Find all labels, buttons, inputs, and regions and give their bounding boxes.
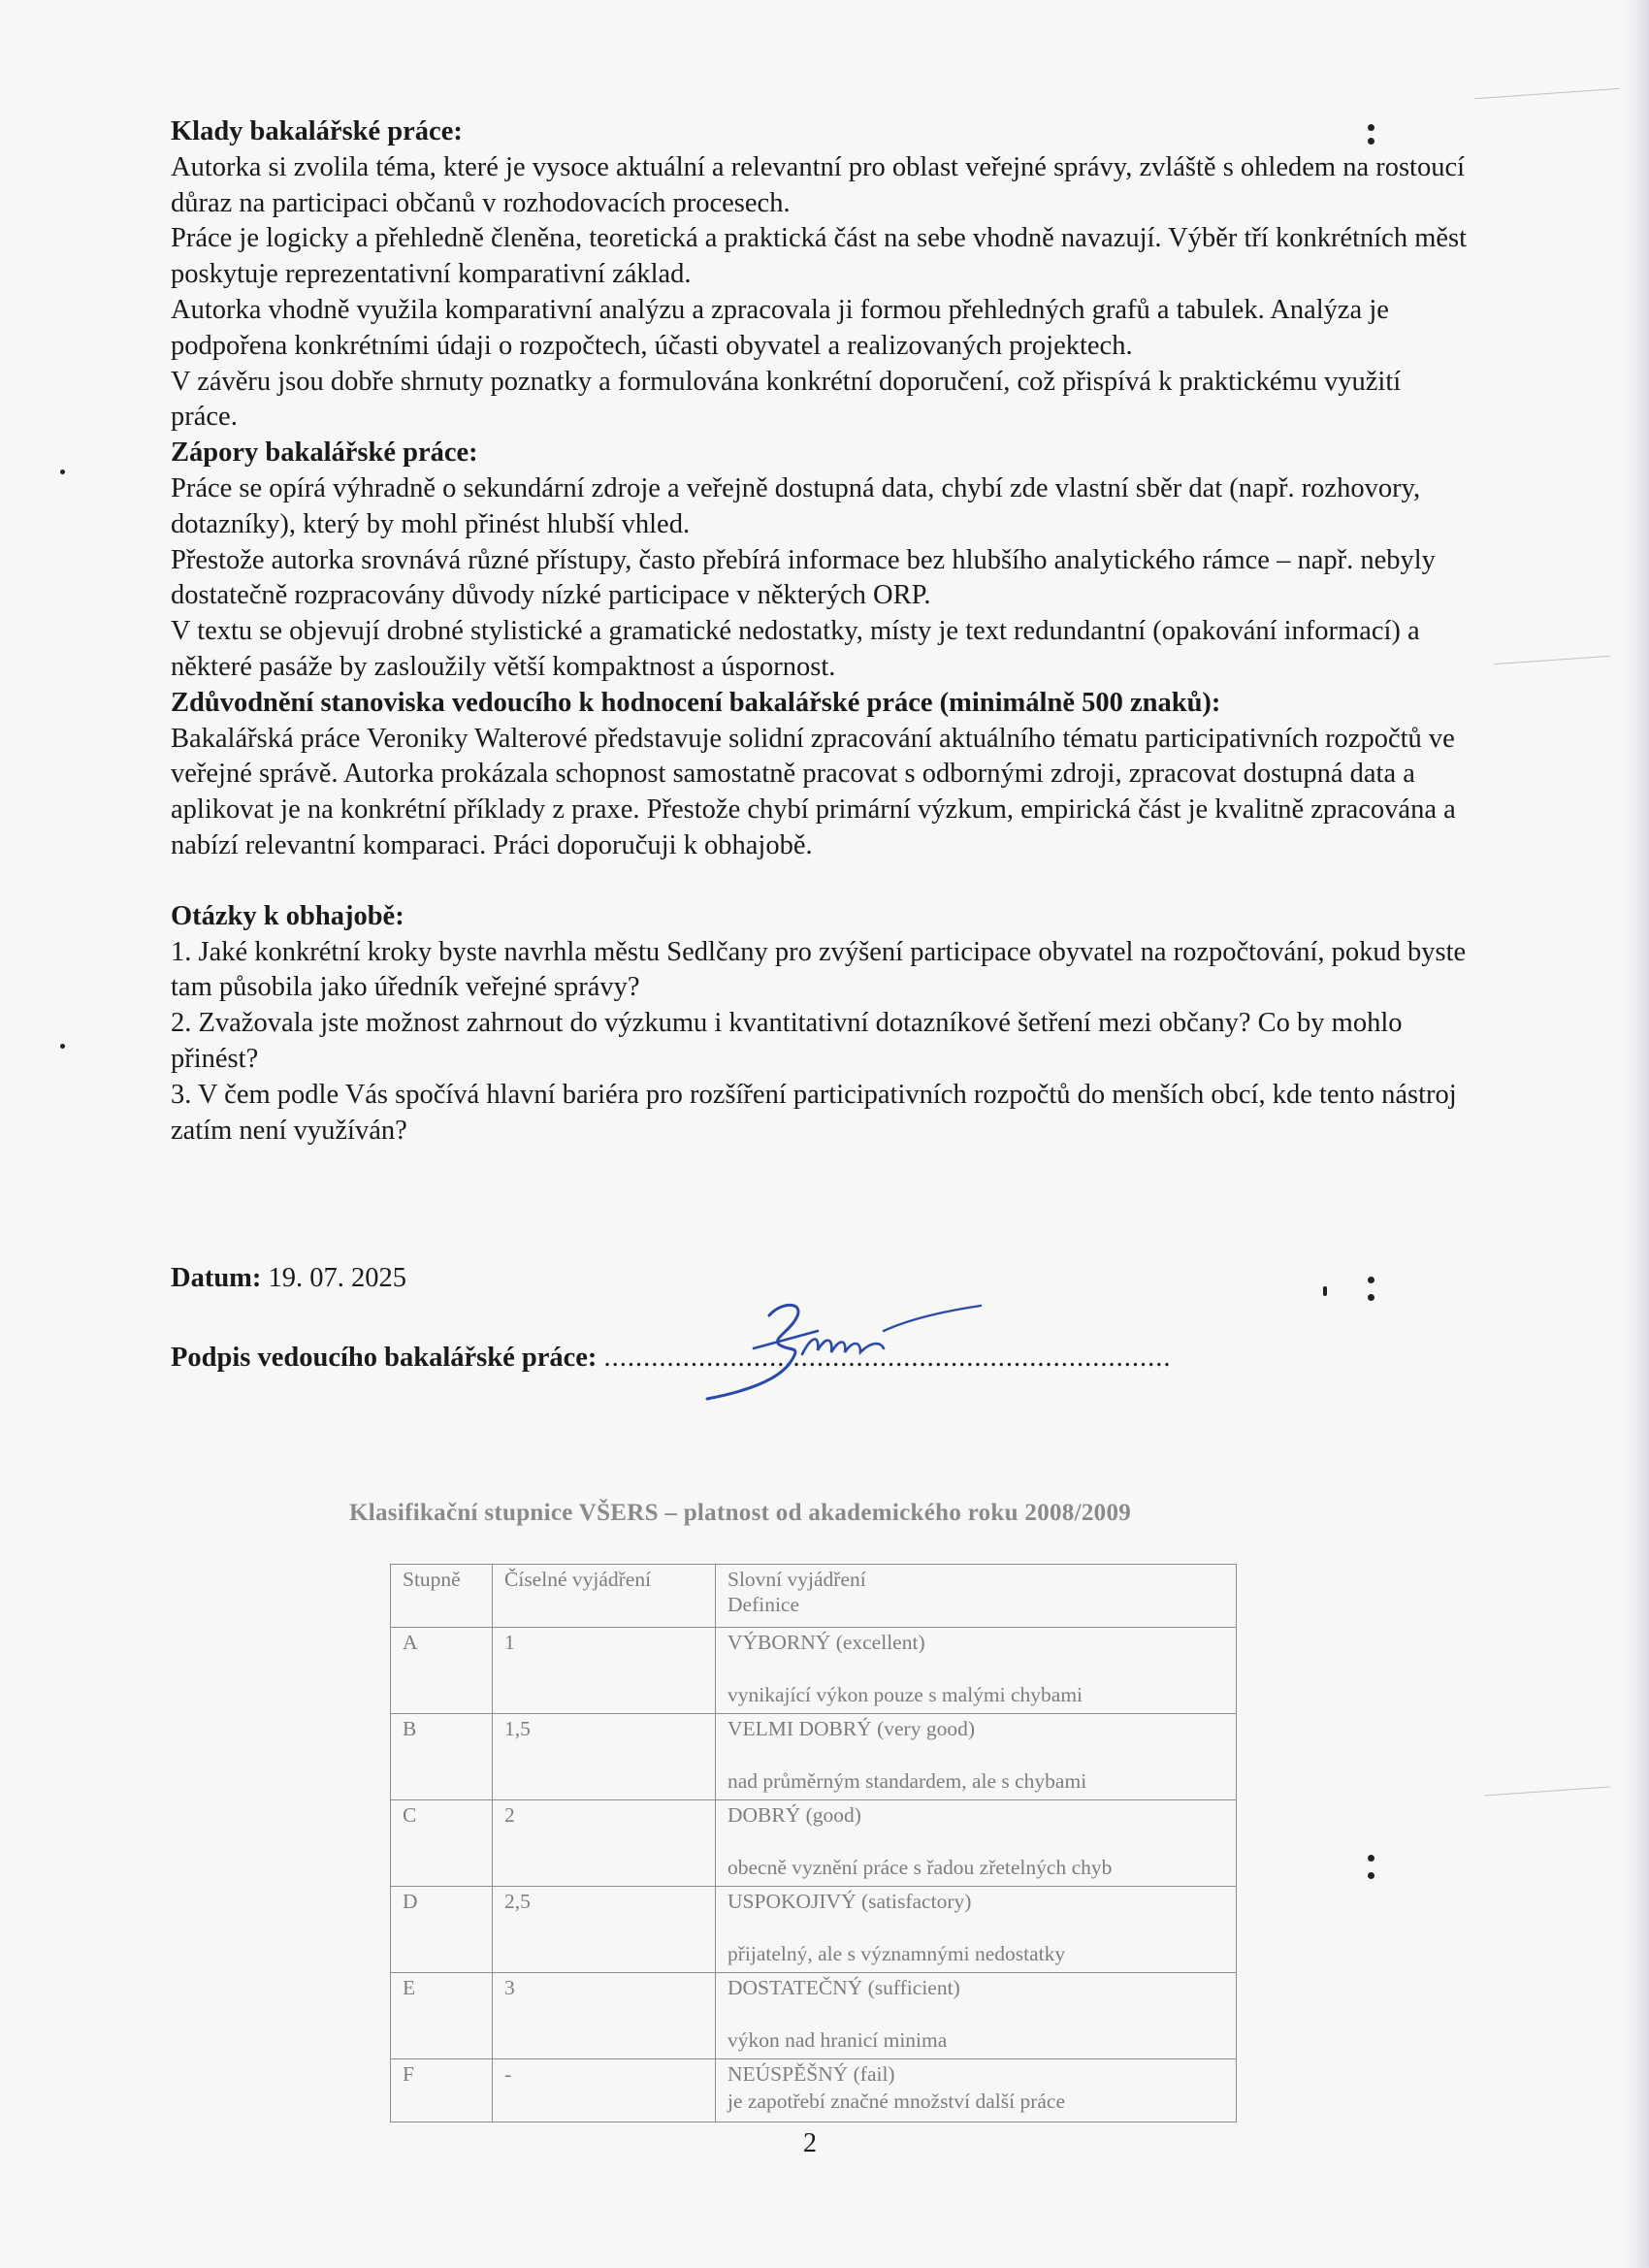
scan-line <box>1474 88 1620 99</box>
verbal-text: NEÚSPĚŠNÝ (fail) <box>728 2062 895 2086</box>
date-colon: : <box>251 1263 262 1293</box>
grading-scale-title: Klasifikační stupnice VŠERS – platnost od akademického roku 2008/2009 <box>349 1500 1132 1526</box>
verbal-text: DOSTATEČNÝ (sufficient) <box>728 1976 960 1999</box>
definition-text: je zapotřebí značné množství další práce <box>728 2090 1066 2113</box>
pros-heading: Klady bakalářské práce: <box>171 116 463 146</box>
scan-speck <box>1368 1872 1374 1879</box>
cell-verbal <box>716 1714 1237 1800</box>
review-body <box>171 114 1471 1149</box>
cell-grade: A <box>391 1628 493 1714</box>
date-label: Datum <box>171 1263 252 1293</box>
definition-text: obecně vyznění práce s řadou zřetelných chyb <box>728 1856 1113 1879</box>
page-number: 2 <box>803 2128 817 2158</box>
header-definition-label: Definice <box>728 1593 800 1616</box>
cell-verbal <box>716 2059 1237 2122</box>
cell-grade: B <box>391 1714 493 1800</box>
table-row <box>391 1800 1237 1887</box>
header-grade: Stupně <box>391 1565 493 1628</box>
grading-scale-table <box>390 1564 1237 2122</box>
handwritten-signature <box>694 1280 985 1407</box>
cell-verbal <box>716 1800 1237 1887</box>
cell-number: 2,5 <box>493 1887 716 1973</box>
header-verbal <box>716 1565 1237 1628</box>
cell-number: 1 <box>493 1628 716 1714</box>
pros-paragraph: V závěru jsou dobře shrnuty poznatky a formulována konkrétní doporučení, což přispívá k praktickému využití práce. <box>171 366 1402 433</box>
justification-heading: Zdůvodnění stanoviska vedoucího k hodnocení bakalářské práce (minimálně 500 znaků): <box>171 687 1221 718</box>
cell-verbal <box>716 1887 1237 1973</box>
cell-number: 3 <box>493 1973 716 2059</box>
cons-paragraph: V textu se objevují drobné stylistické a gramatické nedostatky, místy je text redundantní (opakování informací) a některé pasáže by zasloužily větší kompaktnost a úspornost. <box>171 616 1420 682</box>
scan-speck <box>1368 124 1374 131</box>
section-spacer <box>171 864 1471 899</box>
cons-paragraph: Přestože autorka srovnává různé přístupy, často přebírá informace bez hlubšího analytického rámce – např. nebyly dostatečně rozpracovány důvody nízké participace v některých ORP. <box>171 544 1436 611</box>
cell-grade: F <box>391 2059 493 2122</box>
table-row <box>391 1714 1237 1800</box>
signature-label: Podpis vedoucího bakalářské práce: <box>171 1343 598 1373</box>
signature-dots: ........................................................................ <box>603 1343 1172 1373</box>
date-line <box>171 1263 406 1294</box>
scan-line <box>1484 1786 1610 1796</box>
header-number: Číselné vyjádření <box>493 1565 716 1628</box>
justification-text: Bakalářská práce Veroniky Walterové představuje solidní zpracování aktuálního tématu participativních rozpočtů ve veřejné správě. Autorka prokázala schopnost samostatně pracovat s odbornými zdroji, zpracovat dostupná data a aplikovat je na konkrétní příklady z praxe. Přestože chybí primární výzkum, empirická část je kvalitně zpracována a nabízí relevantní komparaci. Práci doporučuji k obhajobě. <box>171 723 1456 860</box>
pros-paragraph: Autorka vhodně využila komparativní analýzu a zpracovala ji formou přehledných grafů a tabulek. Analýza je podpořena konkrétními údaji o rozpočtech, účasti obyvatel a realizovaných projektech. <box>171 294 1389 361</box>
scan-speck <box>1368 1294 1374 1301</box>
scan-speck <box>1368 1277 1374 1283</box>
table-row <box>391 2059 1237 2122</box>
cell-grade: D <box>391 1887 493 1973</box>
cell-verbal <box>716 1628 1237 1714</box>
verbal-text: VÝBORNÝ (excellent) <box>728 1631 925 1654</box>
question-item: 2. Zvažovala jste možnost zahrnout do výzkumu i kvantitativní dotazníkové šetření mezi občany? Co by mohlo přinést? <box>171 1008 1403 1074</box>
date-value: 19. 07. 2025 <box>268 1263 407 1293</box>
scan-speck <box>1368 138 1374 145</box>
cell-number: 2 <box>493 1800 716 1887</box>
verbal-text: USPOKOJIVÝ (satisfactory) <box>728 1890 972 1913</box>
scan-speck <box>60 1044 65 1049</box>
pros-paragraph: Autorka si zvolila téma, které je vysoce aktuální a relevantní pro oblast veřejné správy, zvláště s ohledem na rostoucí důraz na participaci občanů v rozhodovacích procesech. <box>171 151 1466 218</box>
table-row <box>391 1628 1237 1714</box>
question-item: 3. V čem podle Vás spočívá hlavní bariéra pro rozšíření participativních rozpočtů do menších obcí, kde tento nástroj zatím není využíván? <box>171 1079 1457 1146</box>
definition-text: vynikající výkon pouze s malými chybami <box>728 1683 1083 1706</box>
pros-paragraph: Práce je logicky a přehledně členěna, teoretická a praktická část na sebe vhodně navazují. Výběr tří konkrétních měst poskytuje reprezentativní komparativní základ. <box>171 223 1468 290</box>
questions-heading: Otázky k obhajobě: <box>171 900 404 931</box>
cell-verbal <box>716 1973 1237 2059</box>
scan-speck <box>1323 1286 1327 1296</box>
scan-speck <box>60 470 65 474</box>
table-row <box>391 1887 1237 1973</box>
table-row <box>391 1973 1237 2059</box>
verbal-text: VELMI DOBRÝ (very good) <box>728 1717 975 1740</box>
signature-line <box>171 1343 1172 1374</box>
cell-number: 1,5 <box>493 1714 716 1800</box>
scan-line <box>1494 656 1610 664</box>
header-verbal-label: Slovní vyjádření <box>728 1568 866 1591</box>
question-item: 1. Jaké konkrétní kroky byste navrhla městu Sedlčany pro zvýšení participace obyvatel na rozpočtování, pokud byste tam působila jako úředník veřejné správy? <box>171 936 1467 1003</box>
cons-paragraph: Práce se opírá výhradně o sekundární zdroje a veřejně dostupná data, chybí zde vlastní sběr dat (např. rozhovory, dotazníky), který by mohl přinést hlubší vhled. <box>171 472 1421 539</box>
cell-grade: C <box>391 1800 493 1887</box>
scan-speck <box>1368 1855 1374 1862</box>
definition-text: přijatelný, ale s významnými nedostatky <box>728 1942 1066 1965</box>
cell-number: - <box>493 2059 716 2122</box>
definition-text: výkon nad hranicí minima <box>728 2028 948 2052</box>
cell-grade: E <box>391 1973 493 2059</box>
verbal-text: DOBRÝ (good) <box>728 1803 861 1827</box>
definition-text: nad průměrným standardem, ale s chybami <box>728 1769 1087 1793</box>
table-header-row <box>391 1565 1237 1628</box>
cons-heading: Zápory bakalářské práce: <box>171 437 478 469</box>
scan-page-edge <box>1624 0 1649 2268</box>
